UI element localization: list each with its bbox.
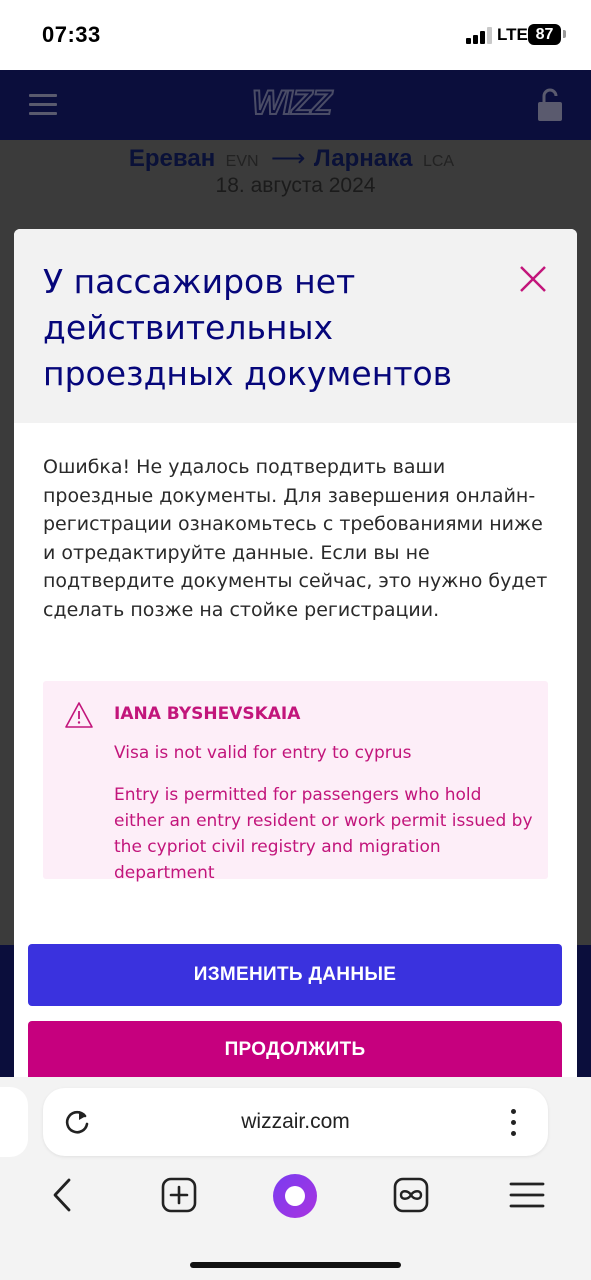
hamburger-icon[interactable]	[29, 94, 57, 116]
route-arrow: ⟶	[271, 145, 306, 172]
flight-date: 18. августа 2024	[215, 174, 376, 197]
edit-data-button[interactable]: ИЗМЕНИТЬ ДАННЫЕ	[28, 944, 562, 1006]
network-type: LTE	[497, 25, 528, 44]
home-indicator	[190, 1262, 401, 1268]
origin-code: EVN	[225, 153, 259, 170]
signal-icon	[466, 27, 492, 44]
tabs-icon[interactable]	[391, 1175, 431, 1215]
passenger-alert	[43, 681, 548, 883]
url-text[interactable]: wizzair.com	[241, 1110, 350, 1133]
more-options-icon[interactable]	[500, 1106, 528, 1140]
warning-icon	[64, 701, 94, 729]
modal-header	[14, 229, 577, 423]
destination-city: Ларнака	[313, 145, 413, 172]
alice-assistant-icon[interactable]	[272, 1173, 318, 1219]
travel-documents-modal	[14, 229, 577, 1077]
continue-button[interactable]: ПРОДОЛЖИТЬ	[28, 1021, 562, 1077]
close-icon[interactable]	[517, 263, 549, 295]
alert-detail: Entry is permitted for passengers who hold either an entry resident or work permit issued by the cypriot civil registry and migration department	[114, 785, 533, 883]
route-summary	[0, 140, 591, 230]
status-time: 07:33	[42, 22, 101, 47]
new-tab-icon[interactable]	[159, 1175, 199, 1215]
passenger-name: IANA BYSHEVSKAIA	[114, 704, 301, 724]
back-icon[interactable]	[43, 1175, 83, 1215]
error-description: Ошибка! Не удалось подтвердить ваши проездные документы. Для завершения онлайн-регистрации ознакомьтесь с требованиями ниже и отредактируйте данные. Если вы не подтвердите документы сейчас, это нужно будет сделать позже на стойке регистрации.	[43, 456, 548, 621]
wizz-logo[interactable]: WIZZ	[252, 84, 332, 122]
previous-tab-pill[interactable]	[0, 1087, 28, 1157]
alert-message: Visa is not valid for entry to cyprus	[114, 743, 412, 763]
status-bar	[0, 0, 591, 70]
battery-nub	[563, 30, 566, 38]
battery-icon: 87	[528, 24, 561, 45]
lock-open-icon[interactable]	[536, 88, 564, 122]
menu-icon[interactable]	[507, 1175, 547, 1215]
modal-title: У пассажиров нет действительных проездных документов	[43, 262, 453, 393]
destination-code: LCA	[422, 153, 455, 170]
origin-city: Ереван	[128, 145, 216, 172]
